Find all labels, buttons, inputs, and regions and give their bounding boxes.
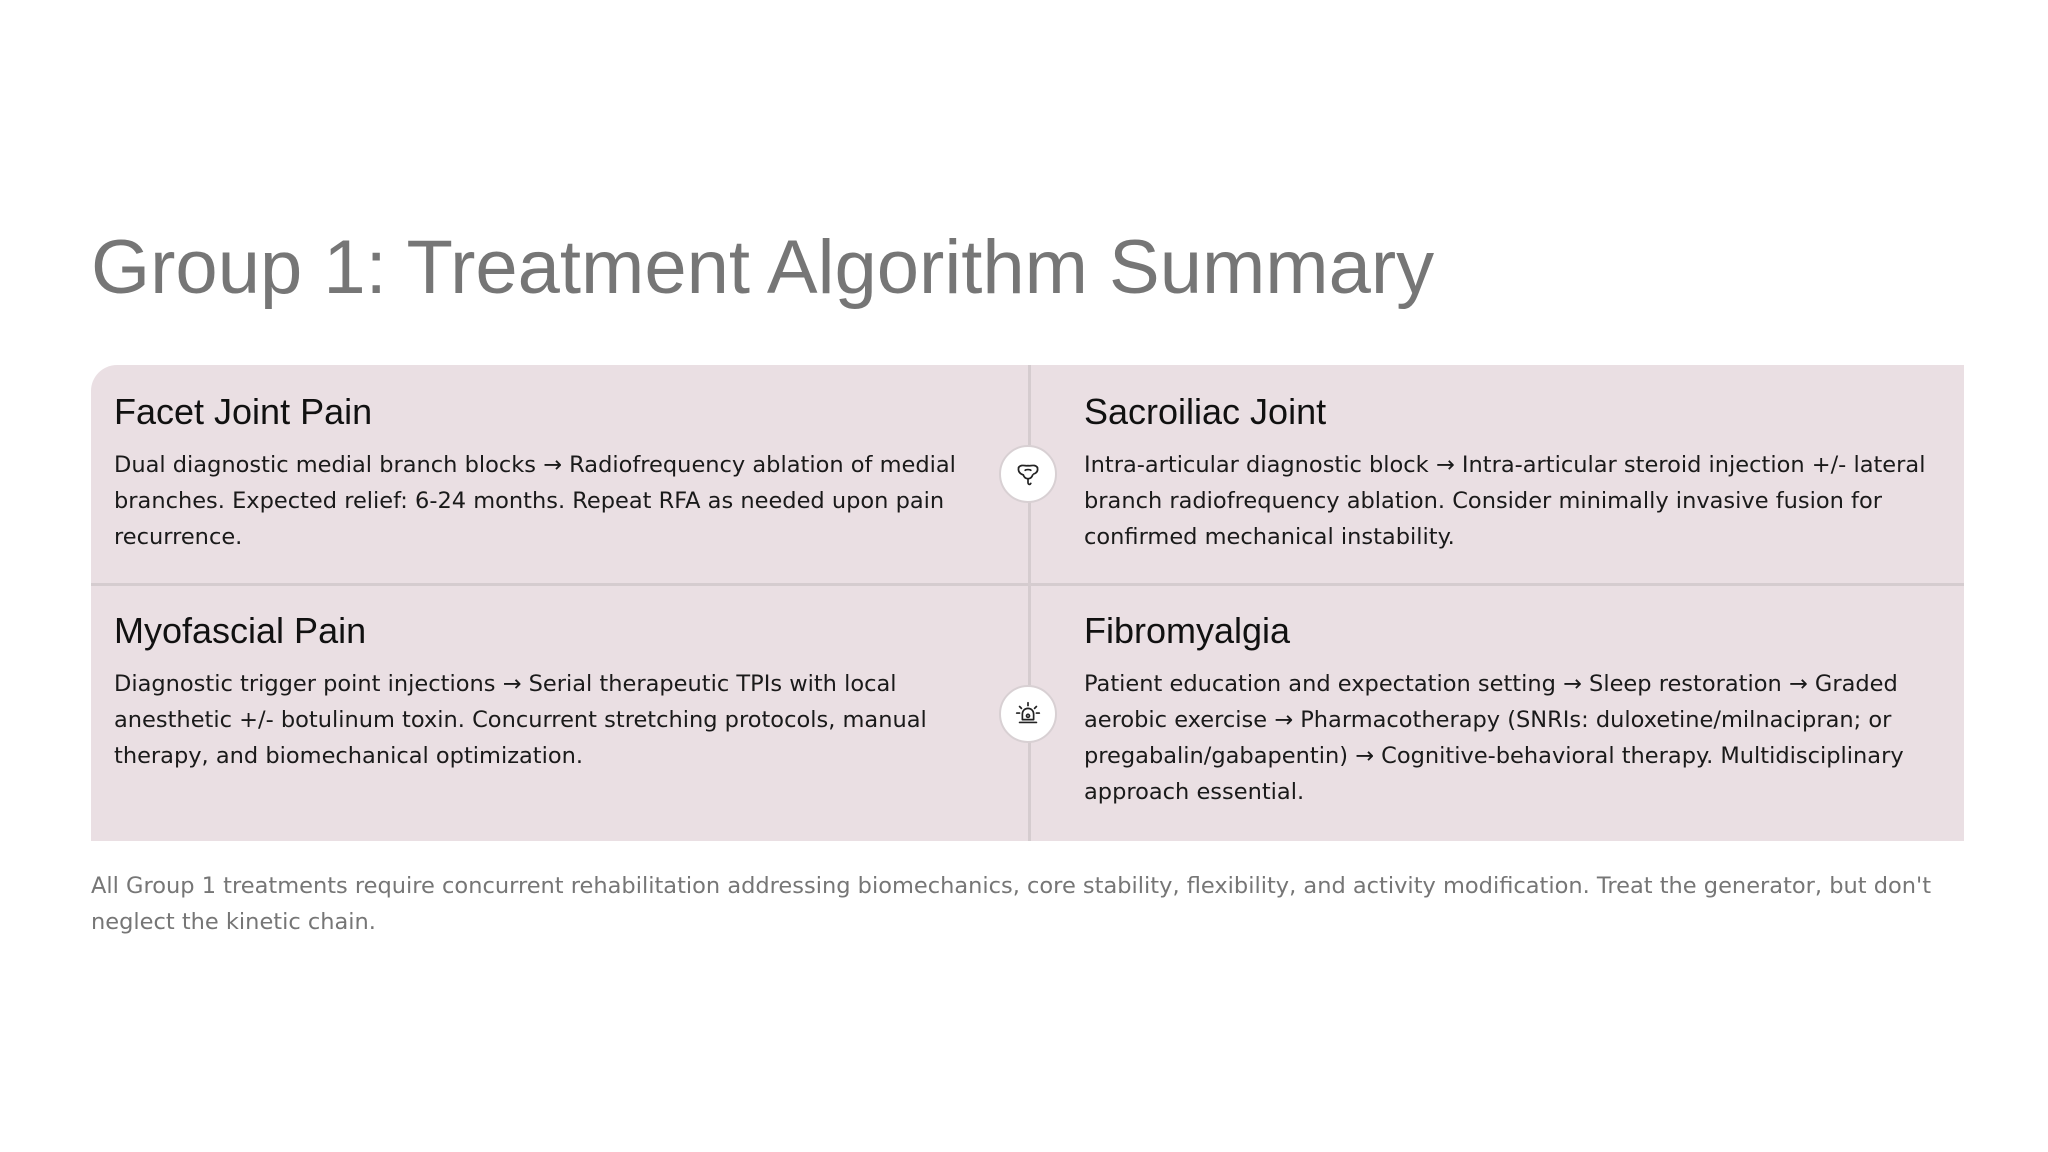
treatment-grid [91, 365, 1964, 841]
alert-light-icon [999, 685, 1057, 743]
cell-sacroiliac-joint [1084, 389, 1944, 555]
cell-body: Diagnostic trigger point injections → Serial therapeutic TPIs with local anesthetic +/- botulinum toxin. Concurrent stretching protocols, manual therapy, and biomechanical optimization. [114, 671, 927, 769]
footnote: All Group 1 treatments require concurrent rehabilitation addressing biomechanics, core stability, flexibility, and activity modification. Treat the generator, but don't neglect the kinetic chain. [91, 873, 1932, 935]
cell-body: Dual diagnostic medial branch blocks → Radiofrequency ablation of medial branches. Expected relief: 6-24 months. Repeat RFA as needed upon pain recurrence. [114, 452, 956, 550]
cell-title: Sacroiliac Joint [1084, 391, 1327, 432]
slide-title: Group 1: Treatment Algorithm Summary [91, 225, 1435, 310]
cell-title: Facet Joint Pain [114, 391, 373, 432]
cell-title: Fibromyalgia [1084, 610, 1291, 651]
pelvis-icon [999, 445, 1057, 503]
cell-myofascial-pain [114, 608, 1014, 774]
cell-facet-joint-pain [114, 389, 1014, 555]
cell-body: Patient education and expectation setting → Sleep restoration → Graded aerobic exercise → Pharmacotherapy (SNRIs: duloxetine/milnacipran; or pregabalin/gabapentin) → Cognitive-behavioral therapy. Multidisciplinary approach essential. [1084, 671, 1904, 805]
cell-body: Intra-articular diagnostic block → Intra-articular steroid injection +/- lateral branch radiofrequency ablation. Consider minimally invasive fusion for confirmed mechanical instability. [1084, 452, 1926, 550]
cell-fibromyalgia [1084, 608, 1944, 810]
cell-title: Myofascial Pain [114, 610, 367, 651]
vertical-divider [1028, 365, 1031, 841]
